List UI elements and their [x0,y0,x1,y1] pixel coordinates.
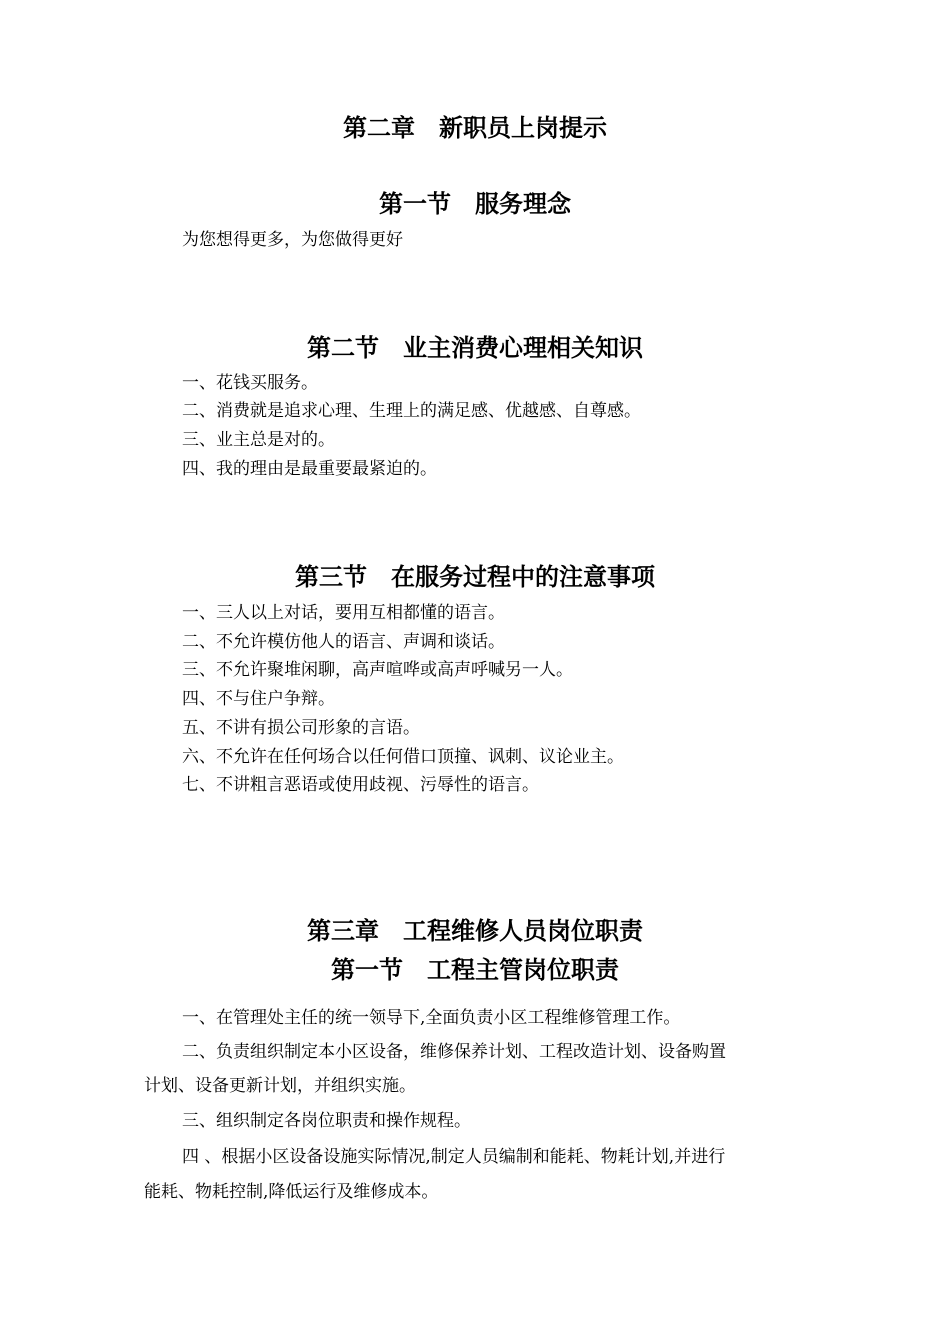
list-item: 一、三人以上对话，要用互相都懂的语言。 [182,603,505,623]
list-item: 三、不允许聚堆闲聊，高声喧哗或高声呼喊另一人。 [182,660,573,680]
chapter-3-title: 第三章 工程维修人员岗位职责 [307,916,643,945]
chapter-2-section-2-title: 第二节 业主消费心理相关知识 [307,333,643,362]
paragraph-2-line-1: 二、负责组织制定本小区设备，维修保养计划、工程改造计划、设备购置 [182,1042,726,1062]
list-item: 六、不允许在任何场合以任何借口顶撞、讽刺、议论业主。 [182,747,624,767]
list-item: 三、业主总是对的。 [182,430,335,450]
chapter-3-section-1-title: 第一节 工程主管岗位职责 [331,955,619,984]
list-item: 四、不与住户争辩。 [182,689,335,709]
list-item: 七、不讲粗言恶语或使用歧视、污辱性的语言。 [182,775,539,795]
paragraph-2-line-2: 计划、设备更新计划，并组织实施。 [144,1076,416,1096]
list-item: 四、我的理由是最重要最紧迫的。 [182,459,437,479]
list-item: 一、花钱买服务。 [182,373,318,393]
chapter-2-section-3-title: 第三节 在服务过程中的注意事项 [295,562,655,591]
paragraph-4-line-2: 能耗、物耗控制,降低运行及维修成本。 [144,1182,439,1202]
service-philosophy-text: 为您想得更多，为您做得更好 [182,230,403,250]
list-item: 二、不允许模仿他人的语言、声调和谈话。 [182,632,505,652]
chapter-2-title: 第二章 新职员上岗提示 [343,113,607,142]
chapter-2-section-1-title: 第一节 服务理念 [379,189,571,218]
list-item: 五、不讲有损公司形象的言语。 [182,718,420,738]
paragraph-1: 一、在管理处主任的统一领导下,全面负责小区工程维修管理工作。 [182,1008,681,1028]
paragraph-4-line-1: 四 、根据小区设备设施实际情况,制定人员编制和能耗、物耗计划,并进行 [182,1147,726,1167]
list-item: 二、消费就是追求心理、生理上的满足感、优越感、自尊感。 [182,401,641,421]
paragraph-3: 三、组织制定各岗位职责和操作规程。 [182,1111,471,1131]
